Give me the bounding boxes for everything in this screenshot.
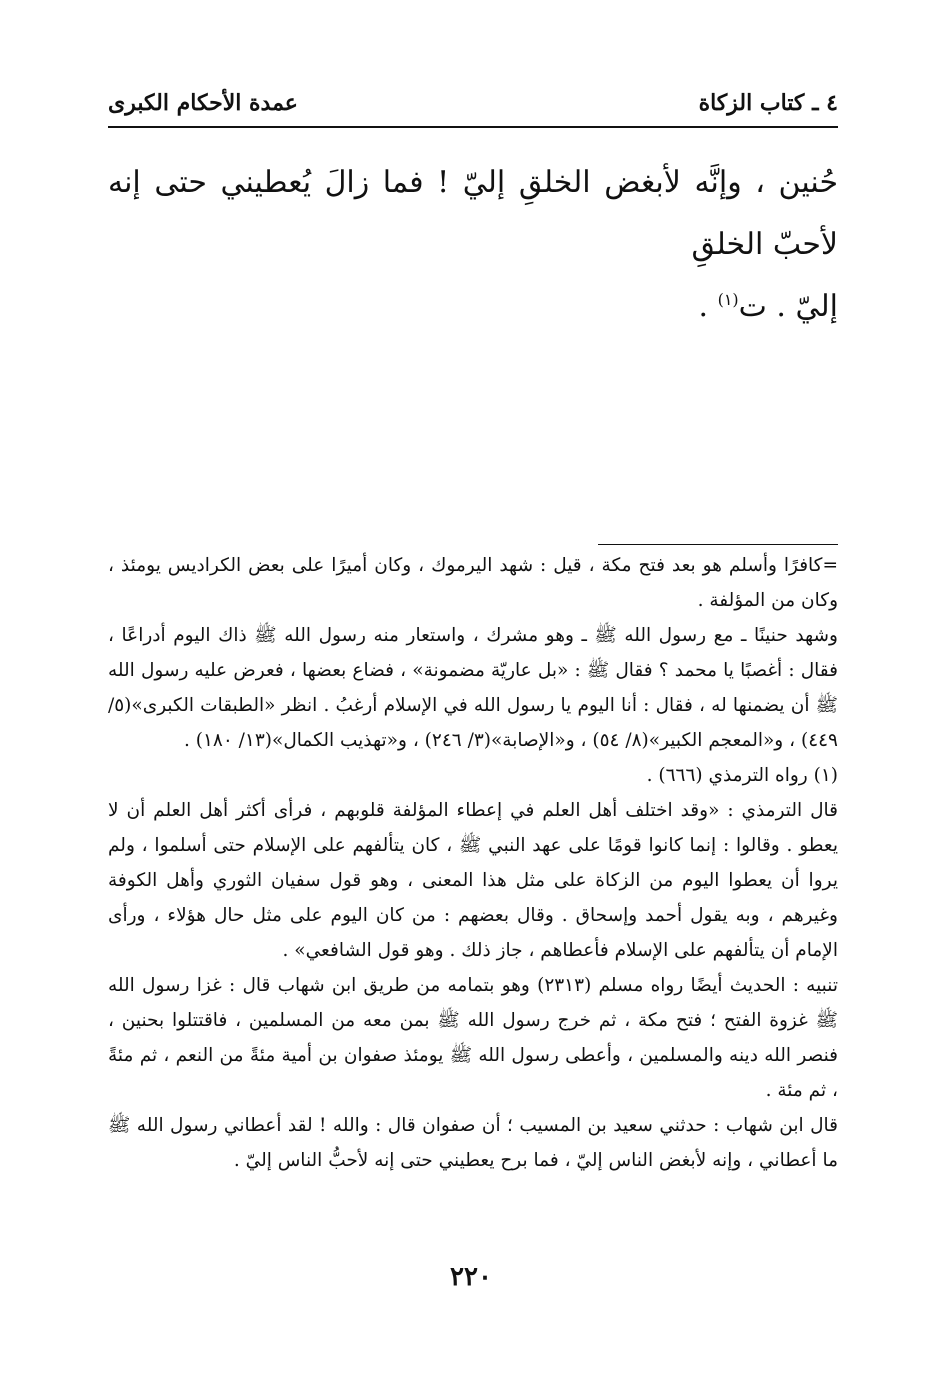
footnote-paragraph: قال ابن شهاب : حدثني سعيد بن المسيب ؛ أن صفوان قال : والله ! لقد أعطاني رسول الله ﷺ ما أعطاني ، وإنه لأبغض الناس إليّ ، فما برح يعطيني حتى إنه لأحبُّ الناس إليّ . [108,1115,838,1171]
footnote-paragraph: قال الترمذي : «وقد اختلف أهل العلم في إعطاء المؤلفة قلوبهم ، فرأى أكثر أهل العلم أن لا يعطو . وقالوا : إنما كانوا قومًا على عهد النبي ﷺ ، كان يتألفهم على الإسلام حتى أسلموا ، ولم يروا أن يعطوا اليوم من الزكاة على مثل هذا المعنى ، وهو قول سفيان الثوري وأهل الكوفة وغيرهم ، وبه يقول أحمد وإسحاق . وقال بعضهم : من كان اليوم على مثل حال هؤلاء ، ورأى الإمام أن يتألفهم على الإسلام فأعطاهم ، جاز ذلك . وهو قول الشافعي» . [108,800,838,961]
main-line: حُنين ، وإنَّه لأبغض الخلقِ إليّ ! فما زالَ يُعطيني حتى إنه لأحبّ الخلقِ [108,165,838,262]
footnote-paragraph: =كافرًا وأسلم هو بعد فتح مكة ، قيل : شهد اليرموك ، وكان أميرًا على بعض الكراديس يومئذ ، وكان من المؤلفة . [108,555,838,611]
footnote-paragraph: تنبيه : الحديث أيضًا رواه مسلم (٢٣١٣) وهو بتمامه من طريق ابن شهاب قال : غزا رسول الله ﷺ غزوة الفتح ؛ فتح مكة ، ثم خرج رسول الله ﷺ بمن معه من المسلمين ، فاقتتلوا بحنين ، فنصر الله دينه والمسلمين ، وأعطى رسول الله ﷺ يومئذ صفوان بن أمية مئةً من النعم ، ثم مئةً ، ثم مئة . [108,975,838,1101]
main-line-end: . [698,289,718,324]
footnote-paragraph: وشهد حنينًا ـ مع رسول الله ﷺ ـ وهو مشرك ، واستعار منه رسول الله ﷺ ذاك اليوم أدراعًا ، فقال : أغصبًا يا محمد ؟ فقال ﷺ : «بل عاريّة مضمونة» ، فضاع بعضها ، فعرض عليه رسول الله ﷺ أن يضمنها له ، فقال : أنا اليوم يا رسول الله في الإسلام أرغبُ . انظر «الطبقات الكبرى»(٥/ ٤٤٩) ، و«المعجم الكبير»(٨/ ٥٤) ، و«الإصابة»(٣/ ٢٤٦) ، و«تهذيب الكمال»(١٣/ ١٨٠) . [108,625,838,751]
main-line-text: إليّ . ت [738,289,838,324]
header-divider [108,126,838,128]
page-header [108,90,838,124]
footnote-divider [598,544,838,545]
footnote-marker: (١) [717,290,739,309]
main-line [108,276,838,338]
footnote-paragraph: (١) رواه الترمذي (٦٦٦) . [646,765,838,786]
book-title: عمدة الأحكام الكبرى [108,90,298,116]
main-text [108,152,838,338]
footnotes [108,548,838,1178]
chapter-title: ٤ ـ كتاب الزكاة [698,90,838,116]
page-number: ٢٢٠ [450,1262,492,1292]
